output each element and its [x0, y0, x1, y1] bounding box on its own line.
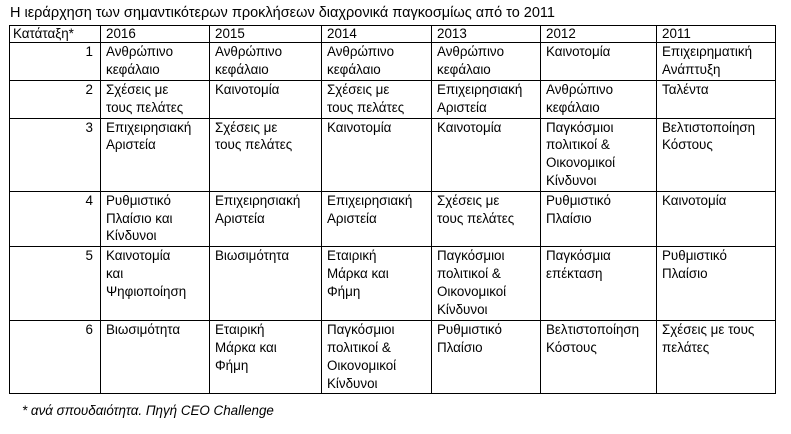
cell-line: Αριστεία [215, 210, 265, 226]
table-cell [657, 321, 776, 394]
cell-line: Ταλέντα [662, 82, 709, 97]
cell-line: Παγκόσμιοι [546, 119, 614, 135]
table-cell [322, 118, 432, 191]
page-title: Η ιεράρχηση των σημαντικότερων προκλήσεων διαχρονικά παγκοσμίως από το 2011 [10, 5, 555, 21]
cell-line: Ανάπτυξη [662, 61, 721, 77]
cell-line: Ανθρώπινο [546, 82, 614, 97]
cell-line: Οικονομικοί [437, 283, 507, 299]
table-row [10, 43, 776, 81]
cell-line: πολιτικοί & [437, 265, 501, 281]
cell-line: Σχέσεις με τους [662, 322, 755, 338]
cell-line: Πλαίσιο [546, 210, 592, 226]
cell-line: Φήμη [215, 357, 249, 373]
cell-line: Παγκόσμιοι [437, 248, 505, 264]
table-cell [657, 43, 776, 81]
table-cell [432, 81, 541, 119]
cell-line: Μάρκα και [327, 265, 389, 281]
cell-line: πολιτικοί & [546, 137, 610, 153]
cell-line: Σχέσεις με [327, 82, 390, 97]
table-cell [210, 191, 322, 246]
cell-line: Κόστους [662, 137, 713, 153]
cell-line: Ρυθμιστικό [546, 192, 611, 208]
table-cell [322, 247, 432, 321]
cell-line: Ρυθμιστικό [437, 322, 502, 338]
cell-line: Ψηφιοποίηση [106, 283, 187, 299]
cell-line: Καινοτομία [437, 119, 502, 135]
table-cell [210, 81, 322, 119]
table-cell [541, 118, 657, 191]
cell-line: Κίνδυνοι [437, 301, 488, 317]
cell-line: πελάτες [662, 339, 710, 355]
table-cell [432, 191, 541, 246]
cell-line: κεφάλαιο [215, 61, 269, 77]
cell-line: Ρυθμιστικό [106, 192, 171, 208]
cell-line: Ανθρώπινο [106, 44, 174, 59]
cell-line: Πλαίσιο [437, 339, 483, 355]
table-cell [432, 247, 541, 321]
cell-line: Κόστους [546, 339, 597, 355]
cell-line: Ανθρώπινο [437, 44, 505, 59]
cell-line: Καινοτομία [215, 82, 280, 97]
cell-line: Αριστεία [106, 137, 156, 153]
cell-line: τους πελάτες [215, 137, 293, 153]
column-header-2014: 2014 [322, 26, 432, 43]
table-body [10, 43, 776, 394]
cell-line: Καινοτομία [106, 248, 171, 264]
cell-line: Καινοτομία [546, 44, 611, 59]
table-cell [322, 43, 432, 81]
cell-line: Φήμη [327, 283, 361, 299]
rank-cell: 1 [10, 43, 101, 81]
table-cell [541, 321, 657, 394]
column-header-2013: 2013 [432, 26, 541, 43]
cell-line: Ρυθμιστικό [662, 248, 727, 264]
cell-line: Σχέσεις με [106, 82, 169, 97]
table-cell [210, 43, 322, 81]
table-cell [101, 247, 210, 321]
cell-line: Πλαίσιο και [106, 210, 173, 226]
footnote: * ανά σπουδαιότητα. Πηγή CEO Challenge [22, 403, 274, 418]
cell-line: Εταιρική [215, 322, 265, 338]
column-header-rank: Κατάταξη* [10, 26, 101, 43]
cell-line: Ανθρώπινο [215, 44, 283, 59]
cell-line: Καινοτομία [327, 119, 392, 135]
cell-line: Επιχειρησιακή [437, 82, 523, 97]
column-header-2012: 2012 [541, 26, 657, 43]
cell-line: κεφάλαιο [106, 61, 160, 77]
table-cell [432, 43, 541, 81]
challenges-table [9, 25, 776, 394]
table-cell [101, 321, 210, 394]
table-cell [541, 43, 657, 81]
table-row [10, 191, 776, 246]
table-row [10, 118, 776, 191]
rank-cell: 4 [10, 191, 101, 246]
table-cell [657, 81, 776, 119]
cell-line: Βιωσιμότητα [106, 322, 181, 338]
cell-line: Μάρκα και [215, 339, 277, 355]
cell-line: Αριστεία [437, 99, 487, 115]
table-cell [322, 81, 432, 119]
cell-line: Οικονομικοί [546, 155, 616, 171]
rank-cell: 6 [10, 321, 101, 394]
cell-line: Παγκόσμιοι [327, 322, 395, 338]
cell-line: Ανθρώπινο [327, 44, 395, 59]
cell-line: Κίνδυνοι [327, 375, 378, 391]
table-cell [657, 118, 776, 191]
table-cell [101, 191, 210, 246]
cell-line: επέκταση [546, 265, 603, 281]
cell-line: Αριστεία [327, 210, 377, 226]
cell-line: Επιχειρησιακή [327, 192, 413, 208]
rank-cell: 3 [10, 118, 101, 191]
table-cell [432, 321, 541, 394]
cell-line: Βελτιστοποίηση [662, 119, 756, 135]
rank-cell: 5 [10, 247, 101, 321]
cell-line: Επιχειρησιακή [215, 192, 301, 208]
table-cell [657, 247, 776, 321]
table-cell [101, 118, 210, 191]
rank-cell: 2 [10, 81, 101, 119]
cell-line: κεφάλαιο [437, 61, 491, 77]
table-cell [541, 247, 657, 321]
table-cell [210, 118, 322, 191]
cell-line: τους πελάτες [437, 210, 515, 226]
table-cell [657, 191, 776, 246]
cell-line: Βιωσιμότητα [215, 248, 290, 264]
cell-line: τους πελάτες [327, 99, 405, 115]
cell-line: Βελτιστοποίηση [546, 322, 640, 338]
table-cell [101, 81, 210, 119]
cell-line: Οικονομικοί [327, 357, 397, 373]
table-cell [210, 247, 322, 321]
cell-line: Παγκόσμια [546, 248, 611, 264]
cell-line: Εταιρική [327, 248, 377, 264]
table-cell [541, 81, 657, 119]
table-cell [322, 191, 432, 246]
column-header-2015: 2015 [210, 26, 322, 43]
cell-line: και [106, 265, 124, 281]
table-cell [210, 321, 322, 394]
cell-line: Σχέσεις με [215, 119, 278, 135]
cell-line: κεφάλαιο [546, 99, 600, 115]
table-cell [322, 321, 432, 394]
cell-line: Κίνδυνοι [106, 228, 157, 244]
column-header-2016: 2016 [101, 26, 210, 43]
cell-line: πολιτικοί & [327, 339, 391, 355]
cell-line: Επιχειρηματική [662, 44, 753, 59]
cell-line: Σχέσεις με [437, 192, 500, 208]
cell-line: Καινοτομία [662, 192, 727, 208]
table-row [10, 321, 776, 394]
table-cell [101, 43, 210, 81]
cell-line: Κίνδυνοι [546, 172, 597, 188]
table-header-row [10, 26, 776, 43]
cell-line: Επιχειρησιακή [106, 119, 192, 135]
table-row [10, 81, 776, 119]
cell-line: κεφάλαιο [327, 61, 381, 77]
table-row [10, 247, 776, 321]
cell-line: Πλαίσιο [662, 265, 708, 281]
table-cell [541, 191, 657, 246]
table-cell [432, 118, 541, 191]
cell-line: τους πελάτες [106, 99, 184, 115]
column-header-2011: 2011 [657, 26, 776, 43]
